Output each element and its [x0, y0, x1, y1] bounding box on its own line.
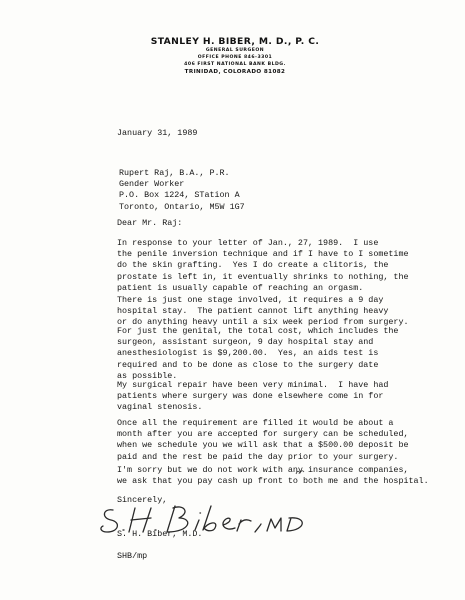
letterhead-city: TRINIDAD, COLORADO 81082 [184, 69, 286, 75]
recipient-role: Gender Worker [119, 179, 185, 190]
salutation: Dear Mr. Raj: [117, 218, 183, 228]
handwritten-mark [295, 468, 305, 476]
recipient-name: Rupert Raj, B.A., P.R. [119, 168, 230, 178]
recipient-pobox: P.O. Box 1224, STation A [119, 190, 240, 201]
letter-date: January 31, 1989 [117, 128, 198, 138]
signatory-name: S. H. Biber, M.D. [117, 529, 203, 539]
closing: Sincerely, [117, 495, 168, 505]
paragraph-technique: In response to your letter of Jan., 27, 1989. I use the penile inversion technique and if I have to I sometime do the skin grafting. Yes I do create a clitoris, the prostate is left in, it eventually shrinks to nothing, the patient is usually capable of reaching an orgasm. [117, 238, 409, 293]
letterhead-title: GENERAL SURGEON [205, 48, 265, 53]
paragraph-cost: For just the genital, the total cost, which includes the surgeon, assistant surgeon, 9 day hospital stay and anesthesiologist is $9,200.00. Yes, an aids test is required and to be done as close to the surgery date as possible. [117, 326, 399, 381]
paragraph-hospital-stay: There is just one stage involved, it requires a 9 day hospital stay. The patient cannot lift anything heavy or do anything heavy until a six week period from surgery. [117, 295, 409, 328]
recipient-city: Toronto, Ontario, M5W 1G7 [119, 201, 245, 212]
paragraph-insurance: I'm sorry but we do not work with any insurance companies, we ask that you pay cash up front to both me and the hospital. [117, 465, 429, 487]
paragraph-repair: My surgical repair have been very minimal. I have had patients where surgery was done elsewhere come in for vaginal stenosis. [117, 380, 389, 413]
letterhead [150, 36, 320, 77]
paragraph-scheduling: Once all the requirement are filled it would be about a month after you are accepted for surgery can be scheduled, when we schedule you we will ask that a $500.00 deposit be paid and the rest be paid the day prior to your surgery. [117, 418, 409, 462]
letterhead-phone: OFFICE PHONE 846-3301 [197, 55, 273, 60]
letterhead-name: STANLEY H. BIBER, M. D., P. C. [150, 36, 320, 47]
reference-initials: SHB/mp [117, 551, 148, 561]
letterhead-address: 406 FIRST NATIONAL BANK BLDG. [184, 62, 286, 67]
recipient-address [119, 168, 245, 213]
